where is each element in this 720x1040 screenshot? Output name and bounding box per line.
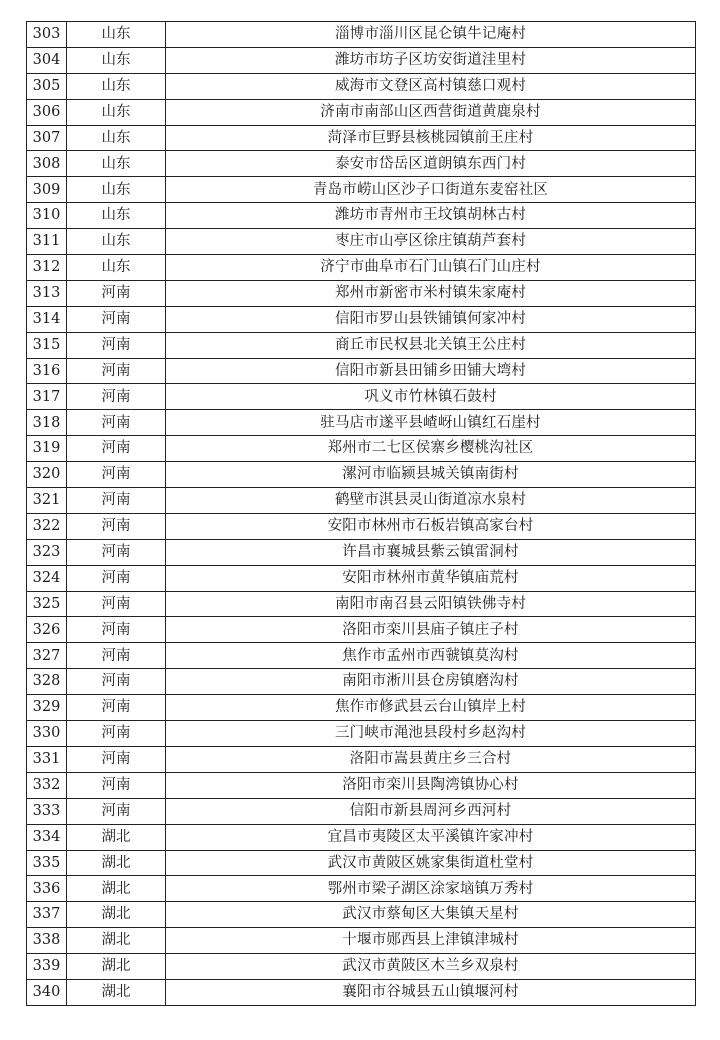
village-cell: 济南市南部山区西营街道黄鹿泉村 xyxy=(166,99,696,125)
province-cell: 河南 xyxy=(67,617,166,643)
village-cell: 南阳市南召县云阳镇铁佛寺村 xyxy=(166,591,696,617)
row-number: 336 xyxy=(27,876,67,902)
village-cell: 信阳市罗山县铁铺镇何家冲村 xyxy=(166,306,696,332)
village-cell: 武汉市黄陂区木兰乡双泉村 xyxy=(166,954,696,980)
province-cell: 山东 xyxy=(67,177,166,203)
village-cell: 泰安市岱岳区道朗镇东西门村 xyxy=(166,151,696,177)
table-row xyxy=(27,22,696,48)
village-list-table xyxy=(26,21,696,1006)
province-cell: 河南 xyxy=(67,746,166,772)
province-cell: 山东 xyxy=(67,151,166,177)
province-cell: 湖北 xyxy=(67,876,166,902)
village-cell: 襄阳市谷城县五山镇堰河村 xyxy=(166,979,696,1005)
table-row xyxy=(27,332,696,358)
table-row xyxy=(27,255,696,281)
table-row xyxy=(27,513,696,539)
table-row xyxy=(27,824,696,850)
table-row xyxy=(27,125,696,151)
row-number: 309 xyxy=(27,177,67,203)
table-row xyxy=(27,979,696,1005)
table-row xyxy=(27,954,696,980)
province-cell: 湖北 xyxy=(67,928,166,954)
table-row xyxy=(27,746,696,772)
province-cell: 河南 xyxy=(67,565,166,591)
province-cell: 河南 xyxy=(67,280,166,306)
province-cell: 山东 xyxy=(67,229,166,255)
province-cell: 山东 xyxy=(67,99,166,125)
village-cell: 商丘市民权县北关镇王公庄村 xyxy=(166,332,696,358)
table-row xyxy=(27,488,696,514)
table-row xyxy=(27,798,696,824)
province-cell: 山东 xyxy=(67,203,166,229)
village-cell: 淄博市淄川区昆仑镇牛记庵村 xyxy=(166,22,696,48)
village-cell: 潍坊市坊子区坊安街道洼里村 xyxy=(166,47,696,73)
province-cell: 河南 xyxy=(67,695,166,721)
table-row xyxy=(27,151,696,177)
village-cell: 驻马店市遂平县嵖岈山镇红石崖村 xyxy=(166,410,696,436)
row-number: 318 xyxy=(27,410,67,436)
row-number: 337 xyxy=(27,902,67,928)
village-cell: 南阳市淅川县仓房镇磨沟村 xyxy=(166,669,696,695)
province-cell: 河南 xyxy=(67,513,166,539)
province-cell: 河南 xyxy=(67,410,166,436)
row-number: 324 xyxy=(27,565,67,591)
table-row xyxy=(27,772,696,798)
table-row xyxy=(27,99,696,125)
row-number: 329 xyxy=(27,695,67,721)
table-row xyxy=(27,695,696,721)
table-row xyxy=(27,876,696,902)
row-number: 333 xyxy=(27,798,67,824)
village-cell: 十堰市郧西县上津镇津城村 xyxy=(166,928,696,954)
table-row xyxy=(27,721,696,747)
province-cell: 山东 xyxy=(67,125,166,151)
village-cell: 武汉市蔡甸区大集镇天星村 xyxy=(166,902,696,928)
table-row xyxy=(27,358,696,384)
table-row xyxy=(27,565,696,591)
row-number: 313 xyxy=(27,280,67,306)
village-cell: 潍坊市青州市王坟镇胡林古村 xyxy=(166,203,696,229)
row-number: 332 xyxy=(27,772,67,798)
village-cell: 郑州市新密市米村镇朱家庵村 xyxy=(166,280,696,306)
row-number: 326 xyxy=(27,617,67,643)
table-row xyxy=(27,617,696,643)
province-cell: 河南 xyxy=(67,643,166,669)
village-cell: 枣庄市山亭区徐庄镇葫芦套村 xyxy=(166,229,696,255)
village-cell: 信阳市新县周河乡西河村 xyxy=(166,798,696,824)
table-row xyxy=(27,280,696,306)
village-cell: 郑州市二七区侯寨乡樱桃沟社区 xyxy=(166,436,696,462)
row-number: 310 xyxy=(27,203,67,229)
row-number: 320 xyxy=(27,462,67,488)
village-cell: 许昌市襄城县紫云镇雷洞村 xyxy=(166,539,696,565)
table-row xyxy=(27,306,696,332)
table-row xyxy=(27,850,696,876)
table-row xyxy=(27,643,696,669)
village-cell: 宜昌市夷陵区太平溪镇许家冲村 xyxy=(166,824,696,850)
province-cell: 河南 xyxy=(67,669,166,695)
row-number: 325 xyxy=(27,591,67,617)
village-cell: 青岛市崂山区沙子口街道东麦窑社区 xyxy=(166,177,696,203)
row-number: 323 xyxy=(27,539,67,565)
village-cell: 菏泽市巨野县核桃园镇前王庄村 xyxy=(166,125,696,151)
province-cell: 湖北 xyxy=(67,824,166,850)
row-number: 316 xyxy=(27,358,67,384)
province-cell: 山东 xyxy=(67,73,166,99)
province-cell: 湖北 xyxy=(67,954,166,980)
village-list-body xyxy=(27,22,696,1006)
row-number: 307 xyxy=(27,125,67,151)
row-number: 327 xyxy=(27,643,67,669)
village-cell: 洛阳市栾川县陶湾镇协心村 xyxy=(166,772,696,798)
province-cell: 山东 xyxy=(67,47,166,73)
row-number: 338 xyxy=(27,928,67,954)
province-cell: 山东 xyxy=(67,22,166,48)
table-row xyxy=(27,669,696,695)
row-number: 311 xyxy=(27,229,67,255)
village-cell: 三门峡市渑池县段村乡赵沟村 xyxy=(166,721,696,747)
village-cell: 洛阳市嵩县黄庄乡三合村 xyxy=(166,746,696,772)
table-row xyxy=(27,229,696,255)
row-number: 340 xyxy=(27,979,67,1005)
row-number: 319 xyxy=(27,436,67,462)
table-row xyxy=(27,177,696,203)
province-cell: 河南 xyxy=(67,721,166,747)
province-cell: 河南 xyxy=(67,772,166,798)
table-row xyxy=(27,436,696,462)
table-row xyxy=(27,462,696,488)
row-number: 331 xyxy=(27,746,67,772)
province-cell: 河南 xyxy=(67,384,166,410)
row-number: 335 xyxy=(27,850,67,876)
province-cell: 河南 xyxy=(67,306,166,332)
province-cell: 河南 xyxy=(67,798,166,824)
table-row xyxy=(27,902,696,928)
village-cell: 鄂州市梁子湖区涂家垴镇万秀村 xyxy=(166,876,696,902)
province-cell: 湖北 xyxy=(67,902,166,928)
row-number: 315 xyxy=(27,332,67,358)
table-row xyxy=(27,73,696,99)
village-cell: 武汉市黄陂区姚家集街道杜堂村 xyxy=(166,850,696,876)
table-row xyxy=(27,47,696,73)
province-cell: 河南 xyxy=(67,591,166,617)
row-number: 306 xyxy=(27,99,67,125)
village-cell: 安阳市林州市黄华镇庙荒村 xyxy=(166,565,696,591)
province-cell: 河南 xyxy=(67,332,166,358)
row-number: 328 xyxy=(27,669,67,695)
village-cell: 焦作市孟州市西虢镇莫沟村 xyxy=(166,643,696,669)
village-cell: 巩义市竹林镇石鼓村 xyxy=(166,384,696,410)
row-number: 334 xyxy=(27,824,67,850)
table-row xyxy=(27,928,696,954)
village-cell: 洛阳市栾川县庙子镇庄子村 xyxy=(166,617,696,643)
row-number: 330 xyxy=(27,721,67,747)
row-number: 322 xyxy=(27,513,67,539)
province-cell: 山东 xyxy=(67,255,166,281)
village-cell: 鹤壁市淇县灵山街道凉水泉村 xyxy=(166,488,696,514)
village-cell: 焦作市修武县云台山镇岸上村 xyxy=(166,695,696,721)
row-number: 317 xyxy=(27,384,67,410)
village-cell: 漯河市临颍县城关镇南街村 xyxy=(166,462,696,488)
row-number: 303 xyxy=(27,22,67,48)
row-number: 321 xyxy=(27,488,67,514)
table-row xyxy=(27,410,696,436)
province-cell: 河南 xyxy=(67,488,166,514)
village-cell: 安阳市林州市石板岩镇高家台村 xyxy=(166,513,696,539)
row-number: 308 xyxy=(27,151,67,177)
province-cell: 河南 xyxy=(67,539,166,565)
row-number: 339 xyxy=(27,954,67,980)
village-cell: 威海市文登区高村镇慈口观村 xyxy=(166,73,696,99)
row-number: 305 xyxy=(27,73,67,99)
province-cell: 湖北 xyxy=(67,850,166,876)
village-cell: 信阳市新县田铺乡田铺大塆村 xyxy=(166,358,696,384)
province-cell: 湖北 xyxy=(67,979,166,1005)
table-row xyxy=(27,384,696,410)
table-row xyxy=(27,539,696,565)
province-cell: 河南 xyxy=(67,358,166,384)
row-number: 304 xyxy=(27,47,67,73)
province-cell: 河南 xyxy=(67,436,166,462)
table-row xyxy=(27,203,696,229)
table-row xyxy=(27,591,696,617)
row-number: 312 xyxy=(27,255,67,281)
village-cell: 济宁市曲阜市石门山镇石门山庄村 xyxy=(166,255,696,281)
row-number: 314 xyxy=(27,306,67,332)
province-cell: 河南 xyxy=(67,462,166,488)
